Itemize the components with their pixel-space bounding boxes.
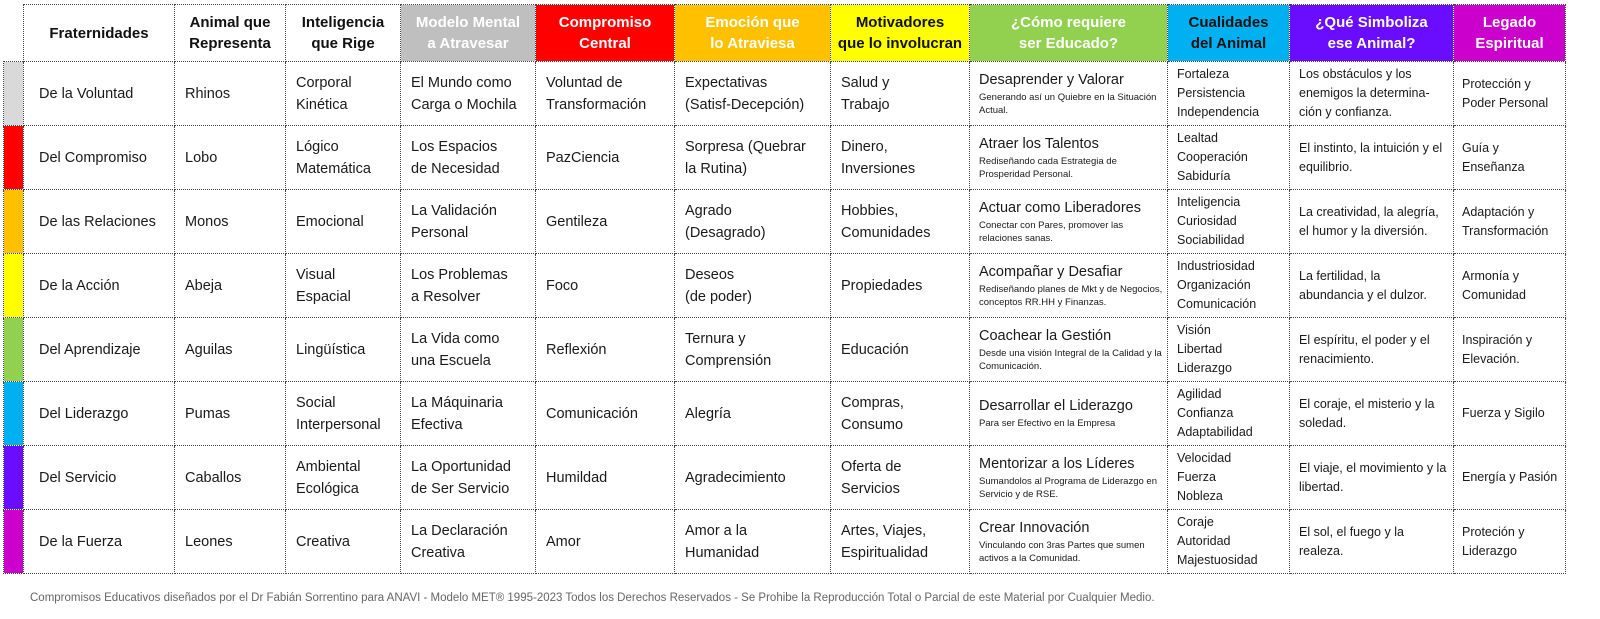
simboliza-cell: Los obstáculos y los enemigos la determina-ción y confianza. [1290, 62, 1454, 126]
motivadores-cell [831, 190, 970, 254]
cualidades-cell-line: Fuerza [1177, 470, 1216, 484]
simboliza-cell: El coraje, el misterio y la soledad. [1290, 382, 1454, 446]
inteligencia-cell [286, 254, 401, 318]
como-educado-cell [970, 382, 1168, 446]
animal-cell: Monos [175, 190, 286, 254]
inteligencia-cell-line: Ecológica [296, 480, 359, 497]
legado-cell [1454, 62, 1566, 126]
column-header-como-educado [970, 5, 1168, 62]
modelo-mental-cell-line: Los Espacios [411, 138, 498, 155]
fraternidad-cell: Del Liderazgo [24, 382, 175, 446]
modelo-mental-cell-line: Creativa [411, 544, 465, 561]
cualidades-cell [1168, 254, 1290, 318]
como-educado-cell [970, 254, 1168, 318]
educado-title: Crear Innovación [979, 519, 1090, 536]
legado-cell-line: Proteción y [1462, 524, 1525, 539]
modelo-mental-cell-line: Personal [411, 224, 469, 241]
column-header-line: Central [579, 35, 631, 52]
inteligencia-cell-line: Social [296, 394, 336, 411]
emocion-cell-line: Comprensión [685, 352, 772, 369]
emocion-cell-line: (Satisf-Decepción) [685, 96, 805, 113]
emocion-cell-line: Deseos [685, 266, 735, 283]
cualidades-cell-line: Visión [1177, 323, 1211, 337]
table-row [4, 382, 1566, 446]
motivadores-cell-line: Inversiones [841, 160, 916, 177]
motivadores-cell [831, 62, 970, 126]
motivadores-cell-line: Servicios [841, 480, 900, 497]
simboliza-cell: El instinto, la intuición y el equilibrio. [1290, 126, 1454, 190]
cualidades-cell-line: Industriosidad [1177, 259, 1255, 273]
legado-cell [1454, 382, 1566, 446]
modelo-mental-cell-line: a Resolver [411, 288, 481, 305]
educado-title: Atraer los Talentos [979, 135, 1099, 152]
legado-cell-line: Enseñanza [1462, 159, 1525, 174]
emocion-cell [675, 382, 831, 446]
inteligencia-cell-line: Matemática [296, 160, 371, 177]
column-header-line: Legado [1482, 14, 1537, 31]
compromiso-cell [536, 382, 675, 446]
emocion-cell-line: Ternura y [685, 330, 746, 347]
educado-subtitle: Vinculando con 3ras Partes que sumen activos a la Comunidad. [979, 539, 1145, 564]
motivadores-cell-line: Salud y [841, 74, 890, 91]
como-educado-cell [970, 446, 1168, 510]
cualidades-cell-line: Adaptabilidad [1177, 425, 1253, 439]
column-header-line: Modelo Mental [415, 14, 521, 31]
educado-subtitle: Sumandolos al Programa de Liderazgo en Servicio y de RSE. [979, 475, 1157, 500]
fraternidad-cell: Del Aprendizaje [24, 318, 175, 382]
emocion-cell-line: (de poder) [685, 288, 752, 305]
legado-cell [1454, 254, 1566, 318]
column-header-line: Cualidades [1188, 14, 1269, 31]
row-color-strip [4, 126, 24, 190]
column-header-line: que lo involucran [837, 35, 963, 52]
motivadores-cell-line: Consumo [841, 416, 904, 433]
cualidades-cell-line: Organización [1177, 278, 1251, 292]
emocion-cell-line: Alegría [685, 405, 731, 422]
color-strip-header [4, 5, 24, 62]
legado-cell-line: Comunidad [1462, 287, 1526, 302]
motivadores-cell [831, 254, 970, 318]
column-header-simboliza [1290, 5, 1454, 62]
copyright-footer: Compromisos Educativos diseñados por el Dr Fabián Sorrentino para ANAVI - Modelo MET® 1995-2023 Todos los Derechos Reservados - Se Prohibe la Reproducción Total o Parcial de este Material por Cualquier Medio. [30, 592, 1155, 604]
cualidades-cell-line: Comunicación [1177, 297, 1257, 311]
column-header-line: ¿Cómo requiere [1010, 14, 1127, 31]
emocion-cell-line: (Desagrado) [685, 224, 766, 241]
modelo-mental-cell-line: Efectiva [411, 416, 463, 433]
compromiso-cell [536, 446, 675, 510]
cualidades-cell-line: Majestuosidad [1177, 553, 1258, 567]
emocion-cell-line: Amor a la [685, 522, 748, 539]
como-educado-cell [970, 126, 1168, 190]
column-header-legado [1454, 5, 1566, 62]
cualidades-cell-line: Persistencia [1177, 86, 1246, 100]
emocion-cell-line: Sorpresa (Quebrar [685, 138, 806, 155]
column-header-line: lo Atraviesa [710, 35, 795, 52]
compromiso-cell [536, 62, 675, 126]
fraternidades-table [3, 4, 1566, 574]
column-header-inteligencia [286, 5, 401, 62]
column-header-line: a Atravesar [427, 35, 509, 52]
inteligencia-cell-line: Visual [296, 266, 336, 283]
animal-cell: Leones [175, 510, 286, 574]
educado-title: Desaprender y Valorar [979, 71, 1124, 88]
table-row [4, 446, 1566, 510]
cualidades-cell-line: Fortaleza [1177, 67, 1230, 81]
legado-cell-line: Energía y Pasión [1462, 470, 1558, 484]
educado-subtitle: Rediseñando planes de Mkt y de Negocios, conceptos RR.HH y Finanzas. [979, 283, 1163, 308]
modelo-mental-cell-line: La Máquinaria [411, 394, 503, 411]
emocion-cell [675, 126, 831, 190]
modelo-mental-cell-line: una Escuela [411, 352, 491, 369]
legado-cell-line: Poder Personal [1462, 95, 1549, 110]
educado-title: Coachear la Gestión [979, 327, 1112, 344]
modelo-mental-cell-line: La Vida como [411, 330, 500, 347]
modelo-mental-cell [401, 318, 536, 382]
educado-title: Mentorizar a los Líderes [979, 455, 1135, 472]
column-header-line: ¿Qué Simboliza [1315, 14, 1428, 31]
row-color-strip [4, 254, 24, 318]
inteligencia-cell-line: Lingüística [296, 341, 366, 358]
fraternidades-table-container [3, 4, 1566, 574]
compromiso-cell [536, 510, 675, 574]
animal-cell: Rhinos [175, 62, 286, 126]
legado-cell [1454, 126, 1566, 190]
cualidades-cell [1168, 190, 1290, 254]
educado-subtitle: Para ser Efectivo en la Empresa [979, 418, 1116, 429]
simboliza-cell: La fertilidad, la abundancia y el dulzor. [1290, 254, 1454, 318]
inteligencia-cell [286, 190, 401, 254]
motivadores-cell-line: Propiedades [841, 277, 923, 294]
legado-cell-line: Inspiración y [1462, 332, 1533, 347]
motivadores-cell-line: Educación [841, 341, 909, 358]
motivadores-cell-line: Comunidades [841, 224, 931, 241]
motivadores-cell-line: Dinero, [841, 138, 888, 155]
legado-cell-line: Adaptación y [1462, 204, 1535, 219]
cualidades-cell [1168, 446, 1290, 510]
column-header-modelo-mental [401, 5, 536, 62]
cualidades-cell-line: Curiosidad [1177, 214, 1237, 228]
modelo-mental-cell-line: de Ser Servicio [411, 480, 510, 497]
table-row [4, 510, 1566, 574]
modelo-mental-cell [401, 446, 536, 510]
inteligencia-cell-line: Lógico [296, 138, 339, 155]
como-educado-cell [970, 318, 1168, 382]
educado-title: Actuar como Liberadores [979, 199, 1141, 216]
column-header-line: que Rige [311, 35, 375, 52]
legado-cell-line: Fuerza y Sigilo [1462, 406, 1545, 420]
column-header-motivadores [831, 5, 970, 62]
emocion-cell [675, 254, 831, 318]
table-body [4, 62, 1566, 574]
animal-cell: Lobo [175, 126, 286, 190]
column-header-line: Emoción que [705, 14, 800, 31]
emocion-cell [675, 62, 831, 126]
modelo-mental-cell [401, 190, 536, 254]
legado-cell [1454, 446, 1566, 510]
column-header-fraternidades [24, 5, 175, 62]
motivadores-cell [831, 318, 970, 382]
simboliza-cell: El sol, el fuego y la realeza. [1290, 510, 1454, 574]
simboliza-cell: El espíritu, el poder y el renacimiento. [1290, 318, 1454, 382]
legado-cell-line: Guía y [1462, 140, 1499, 155]
table-header-row [4, 5, 1566, 62]
inteligencia-cell-line: Emocional [296, 213, 364, 230]
modelo-mental-cell [401, 62, 536, 126]
inteligencia-cell [286, 62, 401, 126]
column-header-cualidades [1168, 5, 1290, 62]
modelo-mental-cell-line: La Declaración [411, 522, 508, 539]
emocion-cell [675, 510, 831, 574]
cualidades-cell-line: Sociabilidad [1177, 233, 1245, 247]
cualidades-cell [1168, 382, 1290, 446]
compromiso-cell-line: Gentileza [546, 213, 608, 230]
inteligencia-cell [286, 510, 401, 574]
legado-cell [1454, 510, 1566, 574]
inteligencia-cell-line: Corporal [296, 74, 352, 91]
row-color-strip [4, 62, 24, 126]
column-header-line: ser Educado? [1018, 35, 1119, 52]
column-header-line: Representa [189, 35, 271, 52]
table-row [4, 318, 1566, 382]
educado-subtitle: Desde una visión Integral de la Calidad y la Comunicación. [979, 347, 1162, 372]
inteligencia-cell [286, 126, 401, 190]
modelo-mental-cell [401, 126, 536, 190]
simboliza-cell: El viaje, el movimiento y la libertad. [1290, 446, 1454, 510]
modelo-mental-cell-line: El Mundo como [411, 74, 512, 91]
modelo-mental-cell-line: La Validación [411, 202, 497, 219]
cualidades-cell-line: Autoridad [1177, 534, 1231, 548]
motivadores-cell-line: Compras, [841, 394, 904, 411]
cualidades-cell-line: Confianza [1177, 406, 1234, 420]
column-header-line: Inteligencia [301, 14, 385, 31]
motivadores-cell [831, 510, 970, 574]
motivadores-cell-line: Espiritualidad [841, 544, 929, 561]
column-header-line: Animal que [189, 14, 271, 31]
compromiso-cell [536, 126, 675, 190]
modelo-mental-cell [401, 254, 536, 318]
inteligencia-cell-line: Kinética [296, 96, 348, 113]
table-row [4, 62, 1566, 126]
emocion-cell-line: Humanidad [685, 544, 760, 561]
animal-cell: Pumas [175, 382, 286, 446]
inteligencia-cell [286, 382, 401, 446]
column-header-compromiso [536, 5, 675, 62]
educado-subtitle: Generando así un Quiebre en la Situación Actual. [979, 91, 1157, 116]
cualidades-cell-line: Coraje [1177, 515, 1214, 529]
column-header-animal [175, 5, 286, 62]
animal-cell: Caballos [175, 446, 286, 510]
table-row [4, 190, 1566, 254]
legado-cell-line: Armonía y [1462, 268, 1519, 283]
legado-cell [1454, 318, 1566, 382]
educado-title: Desarrollar el Liderazgo [979, 398, 1133, 414]
row-color-strip [4, 382, 24, 446]
emocion-cell-line: Expectativas [685, 74, 768, 91]
animal-cell: Abeja [175, 254, 286, 318]
como-educado-cell [970, 510, 1168, 574]
emocion-cell-line: Agradecimiento [685, 469, 786, 486]
compromiso-cell-line: Amor [546, 533, 581, 550]
modelo-mental-cell-line: Carga o Mochila [411, 96, 517, 113]
column-header-line: Compromiso [558, 14, 652, 31]
modelo-mental-cell-line: La Oportunidad [411, 458, 511, 475]
cualidades-cell [1168, 126, 1290, 190]
legado-cell-line: Elevación. [1462, 351, 1520, 366]
motivadores-cell [831, 382, 970, 446]
emocion-cell-line: Agrado [685, 202, 732, 219]
inteligencia-cell-line: Creativa [296, 533, 350, 550]
motivadores-cell [831, 126, 970, 190]
motivadores-cell-line: Artes, Viajes, [841, 522, 927, 539]
motivadores-cell-line: Trabajo [841, 96, 890, 113]
cualidades-cell-line: Cooperación [1177, 150, 1248, 164]
column-header-line: del Animal [1190, 35, 1267, 52]
cualidades-cell-line: Agilidad [1177, 387, 1222, 401]
modelo-mental-cell-line: Los Problemas [411, 266, 508, 283]
inteligencia-cell [286, 318, 401, 382]
compromiso-cell-line: Foco [546, 277, 579, 294]
compromiso-cell-line: PazCiencia [546, 149, 620, 166]
column-header-line: Espiritual [1475, 35, 1544, 52]
inteligencia-cell-line: Interpersonal [296, 416, 381, 433]
inteligencia-cell-line: Ambiental [296, 458, 361, 475]
table-row [4, 254, 1566, 318]
column-header-line: Motivadores [855, 14, 945, 31]
cualidades-cell [1168, 318, 1290, 382]
modelo-mental-cell-line: de Necesidad [411, 160, 500, 177]
cualidades-cell-line: Independencia [1177, 105, 1260, 119]
cualidades-cell [1168, 510, 1290, 574]
compromiso-cell-line: Voluntad de [546, 74, 623, 91]
compromiso-cell [536, 318, 675, 382]
column-header-emocion [675, 5, 831, 62]
fraternidad-cell: De la Acción [24, 254, 175, 318]
como-educado-cell [970, 190, 1168, 254]
simboliza-cell: La creatividad, la alegría, el humor y la diversión. [1290, 190, 1454, 254]
compromiso-cell [536, 190, 675, 254]
educado-subtitle: Rediseñando cada Estrategia de Prosperidad Personal. [979, 155, 1117, 180]
fraternidad-cell: Del Compromiso [24, 126, 175, 190]
legado-cell-line: Protección y [1462, 76, 1531, 91]
table-row [4, 126, 1566, 190]
educado-title: Acompañar y Desafiar [979, 263, 1123, 280]
compromiso-cell [536, 254, 675, 318]
cualidades-cell-line: Nobleza [1177, 489, 1223, 503]
inteligencia-cell [286, 446, 401, 510]
cualidades-cell-line: Inteligencia [1177, 195, 1241, 209]
cualidades-cell [1168, 62, 1290, 126]
fraternidad-cell: Del Servicio [24, 446, 175, 510]
compromiso-cell-line: Reflexión [546, 341, 607, 358]
fraternidad-cell: De la Fuerza [24, 510, 175, 574]
cualidades-cell-line: Sabiduría [1177, 169, 1231, 183]
cualidades-cell-line: Libertad [1177, 342, 1223, 356]
fraternidad-cell: De las Relaciones [24, 190, 175, 254]
row-color-strip [4, 510, 24, 574]
emocion-cell-line: la Rutina) [685, 160, 748, 177]
como-educado-cell [970, 62, 1168, 126]
cualidades-cell-line: Liderazgo [1177, 361, 1232, 375]
legado-cell-line: Liderazgo [1462, 543, 1517, 558]
modelo-mental-cell [401, 510, 536, 574]
column-header-line: Fraternidades [49, 24, 149, 42]
row-color-strip [4, 446, 24, 510]
modelo-mental-cell [401, 382, 536, 446]
animal-cell: Aguilas [175, 318, 286, 382]
legado-cell [1454, 190, 1566, 254]
emocion-cell [675, 190, 831, 254]
row-color-strip [4, 190, 24, 254]
inteligencia-cell-line: Espacial [296, 288, 351, 305]
compromiso-cell-line: Comunicación [546, 405, 638, 422]
row-color-strip [4, 318, 24, 382]
cualidades-cell-line: Velocidad [1177, 451, 1232, 465]
emocion-cell [675, 446, 831, 510]
motivadores-cell-line: Hobbies, [841, 202, 899, 219]
compromiso-cell-line: Humildad [546, 469, 608, 486]
column-header-line: ese Animal? [1327, 35, 1416, 52]
fraternidad-cell: De la Voluntad [24, 62, 175, 126]
compromiso-cell-line: Transformación [546, 96, 647, 113]
legado-cell-line: Transformación [1462, 223, 1549, 238]
cualidades-cell-line: Lealtad [1177, 131, 1219, 145]
motivadores-cell [831, 446, 970, 510]
emocion-cell [675, 318, 831, 382]
motivadores-cell-line: Oferta de [841, 458, 902, 475]
educado-subtitle: Conectar con Pares, promover las relaciones sanas. [979, 219, 1124, 244]
